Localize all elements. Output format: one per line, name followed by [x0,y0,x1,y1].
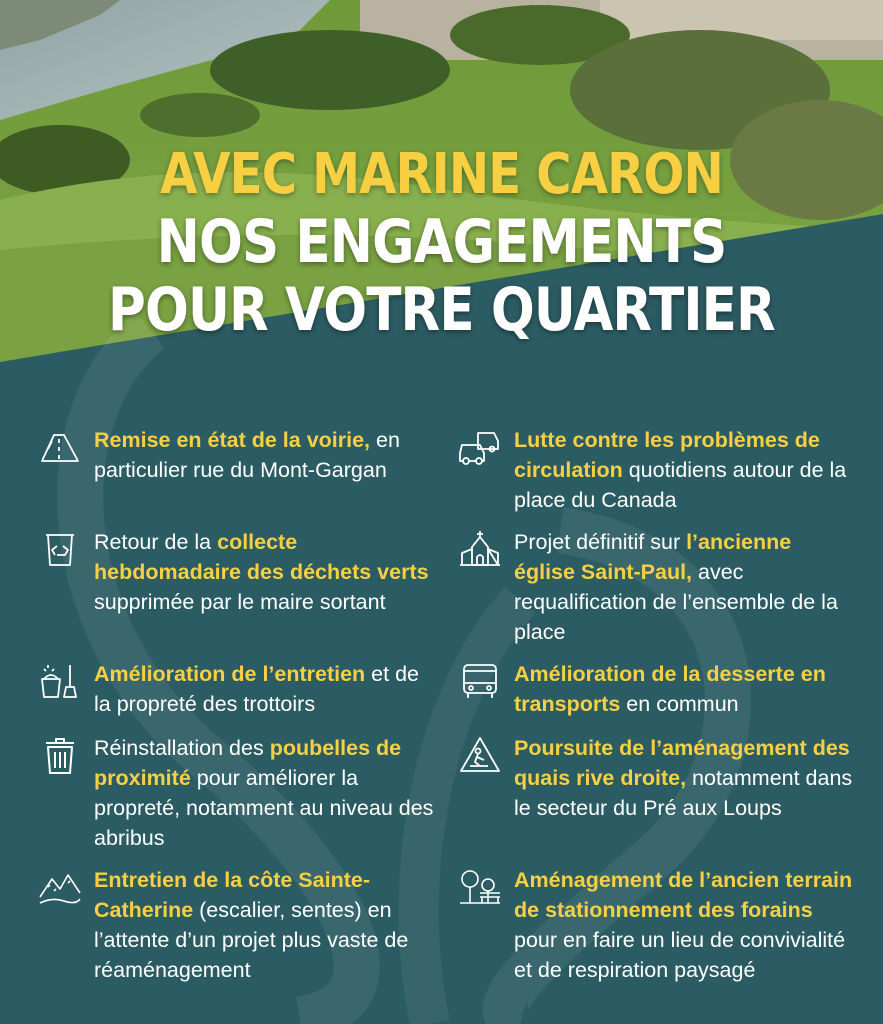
roadworks-sign-icon [458,735,502,775]
headline-line-2: NOS ENGAGEMENTS [156,207,727,277]
park-icon [458,867,502,907]
commitment-text: Projet définitif sur l’ancienne église Saint-Paul, avec requalification de l’ensemble de la place [514,530,838,644]
road-icon [38,427,82,467]
commitment-item [38,425,438,509]
commitment-item [38,865,438,982]
commitment-item [38,659,438,719]
cleaning-icon [38,661,82,701]
commitment-text: Amélioration de l’entretien et de la propreté des trottoirs [94,662,419,716]
commitment-item [458,527,858,644]
commitments-right-column [458,425,858,1009]
commitment-item [458,659,858,719]
bus-icon [458,661,502,701]
commitment-text: Aménagement de l’ancien terrain de stationnement des forains pour en faire un lieu de convivialité et de respiration paysagé [514,868,853,982]
headline-line-3: POUR VOTRE QUARTIER [108,275,775,345]
commitment-text: Lutte contre les problèmes de circulation quotidiens autour de la place du Canada [514,428,847,512]
headline [62,142,821,344]
church-icon [458,529,502,569]
commitment-item [458,733,858,847]
headline-line-1: AVEC MARINE CARON [160,142,723,207]
commitment-text: Entretien de la côte Sainte-Catherine (escalier, sentes) en l’attente d’un projet plus vaste de réaménagement [94,868,409,982]
commitment-item [38,733,438,850]
commitment-text: Retour de la collecte hebdomadaire des déchets verts supprimée par le maire sortant [94,530,429,614]
commitments-left-column [38,425,438,982]
recycle-bin-icon [38,529,82,569]
hillside-icon [38,867,82,907]
commitment-text: Réinstallation des poubelles de proximité pour améliorer la propreté, notamment au niveau des abribus [94,736,434,850]
traffic-cars-icon [458,427,502,467]
trash-can-icon [38,735,82,775]
commitment-text: Remise en état de la voirie, en particulier rue du Mont-Gargan [94,428,400,482]
commitment-text: Poursuite de l’aménagement des quais rive droite, notamment dans le secteur du Pré aux Loups [514,736,853,820]
commitment-item [38,527,438,641]
commitment-item [458,425,858,512]
commitment-item [458,865,858,1009]
commitment-text: Amélioration de la desserte en transports en commun [514,662,826,716]
